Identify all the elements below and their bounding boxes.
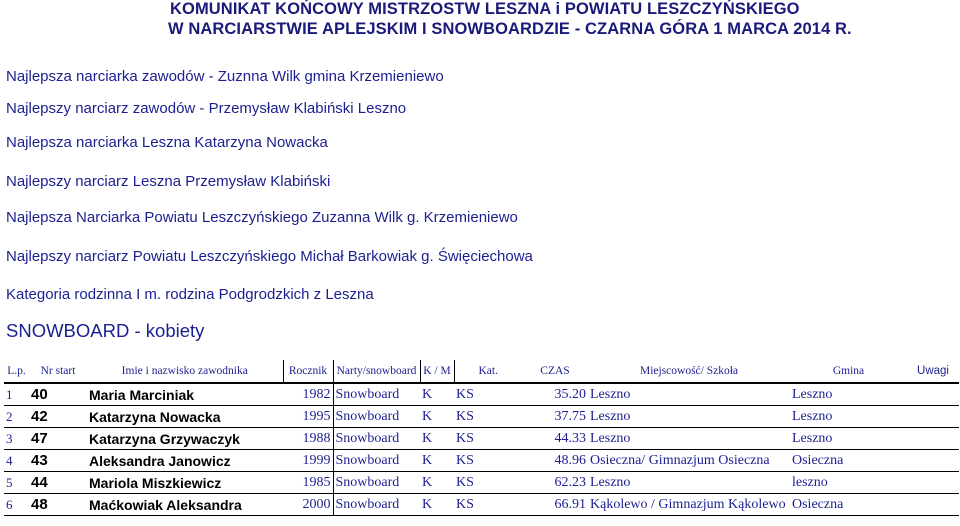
cell-town: Leszno xyxy=(588,383,790,406)
cell-start-number: 40 xyxy=(29,383,87,406)
cell-notes xyxy=(907,406,959,428)
cell-start-number: 44 xyxy=(29,472,87,494)
cell-year: 1985 xyxy=(283,472,333,494)
cell-gender: K xyxy=(420,494,454,516)
header-nr-start: Nr start xyxy=(29,360,87,383)
cell-town: Leszno xyxy=(588,472,790,494)
cell-equipment: Snowboard xyxy=(333,406,420,428)
cell-lp: 3 xyxy=(4,428,29,450)
table-row xyxy=(4,428,959,450)
cell-equipment: Snowboard xyxy=(333,494,420,516)
cell-commune: Leszno xyxy=(790,406,907,428)
cell-year: 1995 xyxy=(283,406,333,428)
header-commune: Gmina xyxy=(790,360,907,383)
cell-name: Katarzyna Nowacka xyxy=(87,406,283,428)
cell-notes xyxy=(907,450,959,472)
cell-gender: K xyxy=(420,406,454,428)
cell-year: 2000 xyxy=(283,494,333,516)
highlight-family-category: Kategoria rodzinna I m. rodzina Podgrodzkich z Leszna xyxy=(6,286,374,303)
cell-town: Leszno xyxy=(588,428,790,450)
cell-commune: Leszno xyxy=(790,428,907,450)
cell-name: Maria Marciniak xyxy=(87,383,283,406)
cell-lp: 2 xyxy=(4,406,29,428)
cell-gender: K xyxy=(420,450,454,472)
cell-lp: 5 xyxy=(4,472,29,494)
cell-name: Mariola Miszkiewicz xyxy=(87,472,283,494)
cell-equipment: Snowboard xyxy=(333,428,420,450)
cell-category: KS xyxy=(454,428,522,450)
cell-category: KS xyxy=(454,494,522,516)
cell-start-number: 47 xyxy=(29,428,87,450)
table-row xyxy=(4,494,959,516)
header-year: Rocznik xyxy=(283,360,333,383)
cell-name: Aleksandra Janowicz xyxy=(87,450,283,472)
document-title: KOMUNIKAT KOŃCOWY MISTRZOSTW LESZNA i POWIATU LESZCZYŃSKIEGO xyxy=(170,0,800,18)
cell-town: Osieczna/ Gimnazjum Osieczna xyxy=(588,450,790,472)
document-subtitle: W NARCIARSTWIE APLEJSKIM I SNOWBOARDZIE - CZARNA GÓRA 1 MARCA 2014 R. xyxy=(168,20,852,38)
cell-start-number: 42 xyxy=(29,406,87,428)
cell-time: 44.33 xyxy=(522,428,588,450)
highlight-best-female-leszno: Najlepsza narciarka Leszna Katarzyna Nowacka xyxy=(6,134,328,151)
cell-name: Maćkowiak Aleksandra xyxy=(87,494,283,516)
cell-equipment: Snowboard xyxy=(333,472,420,494)
cell-category: KS xyxy=(454,450,522,472)
cell-start-number: 48 xyxy=(29,494,87,516)
cell-town: Kąkolewo / Gimnazjum Kąkolewo xyxy=(588,494,790,516)
table-row xyxy=(4,472,959,494)
header-category: Kat. xyxy=(454,360,522,383)
cell-gender: K xyxy=(420,383,454,406)
cell-category: KS xyxy=(454,406,522,428)
cell-notes xyxy=(907,494,959,516)
highlight-best-male-overall: Najlepszy narciarz zawodów - Przemysław Klabiński Leszno xyxy=(6,100,407,117)
cell-notes xyxy=(907,383,959,406)
cell-gender: K xyxy=(420,472,454,494)
cell-gender: K xyxy=(420,428,454,450)
header-name: Imie i nazwisko zawodnika xyxy=(87,360,283,383)
header-time: CZAS xyxy=(522,360,588,383)
header-gender: K / M xyxy=(420,360,454,383)
cell-category: KS xyxy=(454,383,522,406)
cell-time: 48.96 xyxy=(522,450,588,472)
highlight-best-male-county: Najlepszy narciarz Powiatu Leszczyńskiego Michał Barkowiak g. Święciechowa xyxy=(6,248,533,265)
cell-start-number: 43 xyxy=(29,450,87,472)
table-row xyxy=(4,383,959,406)
cell-year: 1999 xyxy=(283,450,333,472)
cell-name: Katarzyna Grzywaczyk xyxy=(87,428,283,450)
highlight-best-male-leszno: Najlepszy narciarz Leszna Przemysław Klabiński xyxy=(6,173,331,190)
table-row xyxy=(4,406,959,428)
cell-time: 66.91 xyxy=(522,494,588,516)
cell-notes xyxy=(907,428,959,450)
results-table xyxy=(4,360,959,516)
header-equipment: Narty/snowboard xyxy=(333,360,420,383)
cell-lp: 6 xyxy=(4,494,29,516)
cell-equipment: Snowboard xyxy=(333,383,420,406)
cell-commune: leszno xyxy=(790,472,907,494)
cell-commune: Osieczna xyxy=(790,494,907,516)
cell-year: 1988 xyxy=(283,428,333,450)
header-lp: L.p. xyxy=(4,360,29,383)
cell-lp: 4 xyxy=(4,450,29,472)
highlight-best-female-overall: Najlepsza narciarka zawodów - Zuznna Wilk gmina Krzemieniewo xyxy=(6,68,444,85)
cell-commune: Leszno xyxy=(790,383,907,406)
cell-lp: 1 xyxy=(4,383,29,406)
section-title: SNOWBOARD - kobiety xyxy=(6,320,205,341)
table-row xyxy=(4,450,959,472)
cell-time: 62.23 xyxy=(522,472,588,494)
cell-commune: Osieczna xyxy=(790,450,907,472)
highlight-best-female-county: Najlepsza Narciarka Powiatu Leszczyńskiego Zuzanna Wilk g. Krzemieniewo xyxy=(6,209,518,226)
cell-time: 37.75 xyxy=(522,406,588,428)
table-header-row xyxy=(4,360,959,383)
cell-town: Leszno xyxy=(588,406,790,428)
header-notes: Uwagi xyxy=(907,360,959,383)
cell-equipment: Snowboard xyxy=(333,450,420,472)
cell-time: 35.20 xyxy=(522,383,588,406)
cell-year: 1982 xyxy=(283,383,333,406)
cell-notes xyxy=(907,472,959,494)
cell-category: KS xyxy=(454,472,522,494)
header-town-school: Miejscowość/ Szkoła xyxy=(588,360,790,383)
